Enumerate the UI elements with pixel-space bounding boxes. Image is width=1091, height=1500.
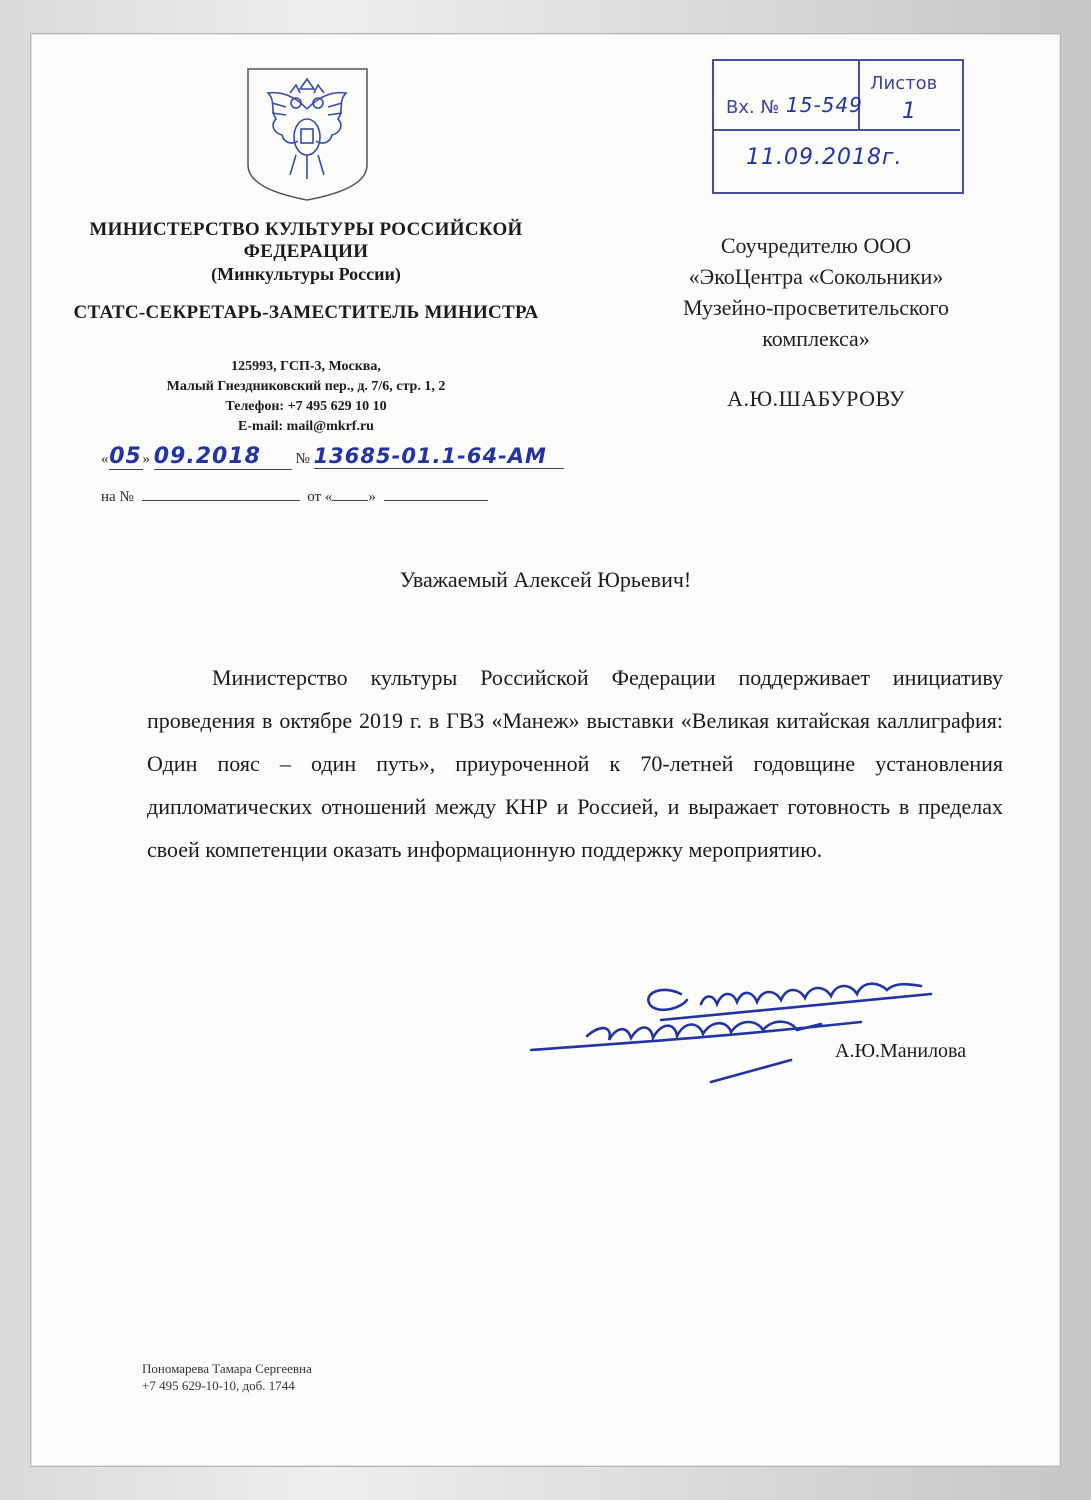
executor-name: Пономарева Тамара Сергеевна (142, 1361, 312, 1376)
ministry-short-name: (Минкультуры России) (211, 264, 401, 284)
recipient-line-1: Соучредителю ООО (720, 233, 912, 258)
address-line-2: Малый Гнездниковский пер., д. 7/6, стр. 1, 2 (166, 379, 446, 394)
address-line-1: 125993, ГСП-3, Москва, (231, 359, 381, 374)
executor-phone: +7 495 629-10-10, доб. 1744 (142, 1378, 295, 1393)
stamp-hline (712, 129, 960, 131)
ministry-contacts (71, 357, 541, 437)
letter-page (31, 34, 1060, 1466)
stamp-sheets-count: 1 (902, 99, 917, 124)
position-title: СТАТС-СЕКРЕТАРЬ-ЗАМЕСТИТЕЛЬ МИНИСТРА (73, 302, 539, 323)
signer-name: А.Ю.Манилова (835, 1040, 967, 1062)
reg-day: 05 (109, 444, 142, 469)
reg-month-year: 09.2018 (154, 444, 292, 470)
incoming-stamp (712, 59, 960, 192)
greeting: Уважаемый Алексей Юрьевич! (399, 567, 692, 592)
open-quote: « (101, 451, 109, 467)
email-line: E-mail: mail@mkrf.ru (238, 419, 374, 434)
stamp-incoming-label: Вх. № (726, 97, 780, 118)
coat-of-arms-icon (246, 67, 369, 202)
recipient-line-4: комплекса» (762, 326, 870, 351)
stamp-incoming-number: 15-549 (786, 93, 863, 117)
ministry-title: МИНИСТЕРСТВО КУЛЬТУРЫ РОССИЙСКОЙ ФЕДЕРАЦИИ (89, 219, 523, 262)
recipient-line-2: «ЭкоЦентра «Сокольники» (688, 264, 944, 289)
outgoing-registration (101, 444, 581, 484)
recipient-line-3: Музейно-просветительского (682, 295, 950, 320)
executor-block (142, 1360, 542, 1394)
recipient-block (591, 230, 1041, 414)
from-label: от « (307, 489, 333, 505)
stamp-sheets-label: Листов (870, 73, 938, 94)
phone-line: Телефон: +7 495 629 10 10 (225, 399, 387, 414)
signature-drawing (491, 964, 1011, 1084)
from-day-blank (332, 500, 368, 501)
reply-label: на № (101, 489, 134, 505)
from-close-quote: » (368, 489, 376, 505)
from-date-blank (384, 500, 488, 501)
recipient-name: А.Ю.ШАБУРОВУ (727, 386, 905, 411)
reg-number: 13685-01.1-64-АМ (314, 444, 564, 469)
reply-number-blank (142, 500, 300, 501)
stamp-date: 11.09.2018г. (746, 145, 903, 170)
reply-reference (101, 489, 488, 506)
letter-body: Министерство культуры Российской Федерации поддерживает инициативу проведения в октябре 2019 г. в ГВЗ «Манеж» выставки «Великая китайская каллиграфия: Один пояс – один путь», приуроченной к 70-летней годовщине установления дипломатических отношений между КНР и Россией, и выражает готовность в пределах своей компетенции оказать информационную поддержку мероприятию. (147, 665, 1003, 862)
close-quote: » (142, 451, 150, 467)
number-label: № (295, 451, 310, 467)
